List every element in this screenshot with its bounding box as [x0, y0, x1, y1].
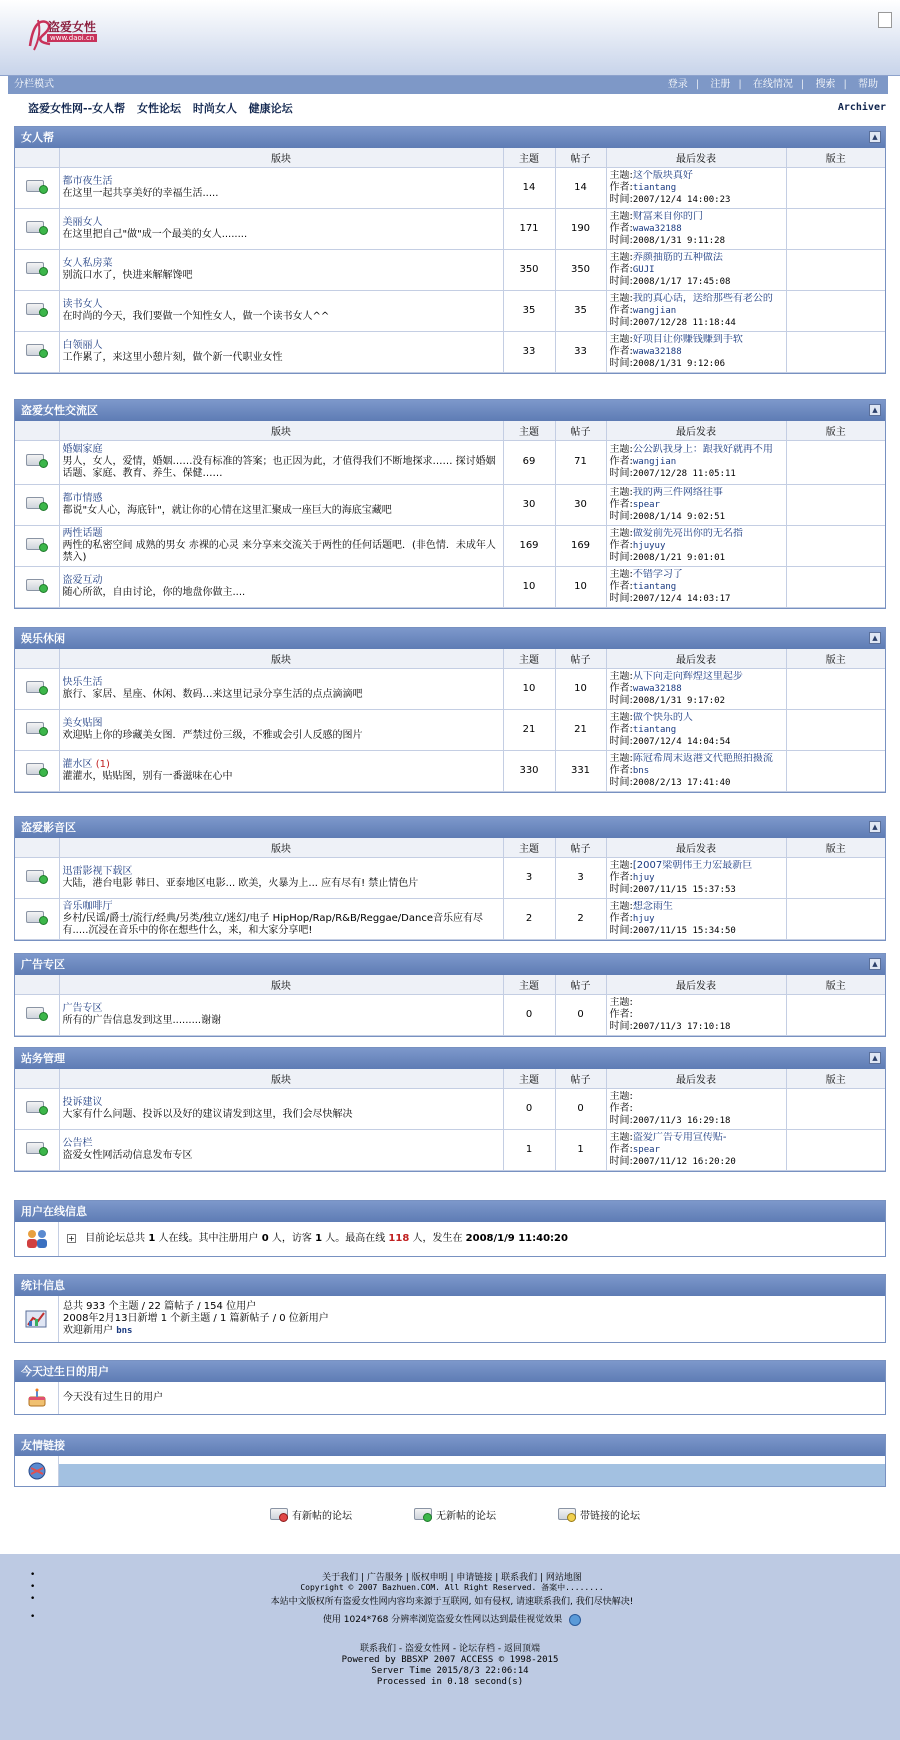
stats-line-today: 2008年2月13日新增 1 个新主题 / 1 篇新帖子 / 0 位新用户 [63, 1313, 329, 1324]
category-header [15, 954, 885, 975]
col-last-post: 最后发表 [606, 975, 786, 994]
forum-row: 公告栏 盗爱女性网活动信息发布专区 1 1 主题:盗爱广告专用宣传贴- 作者:spear 时间:2007/11/12 16:20:20 [15, 1129, 885, 1170]
col-last-post: 最后发表 [606, 838, 786, 857]
no-new-posts-forum-icon [410, 1506, 432, 1522]
post-count: 35 [555, 290, 606, 331]
forum-row: 美丽女人 在这里把自己"做"成一个最美的女人........ 171 190 主题:财富来自你的门 作者:wawa32188 时间:2008/1/31 9:11:28 [15, 208, 885, 249]
last-post-time: 2007/12/4 14:04:54 [632, 736, 731, 747]
nav-link-fashion[interactable]: 时尚女人 [192, 102, 237, 115]
moderator-cell [786, 566, 885, 607]
legend-link-forum: 带链接的论坛 [550, 1506, 640, 1522]
col-topics: 主题 [503, 148, 555, 167]
forum-table [15, 148, 885, 373]
forum-status-icon [26, 178, 48, 194]
category-header [15, 400, 885, 421]
last-post-topic-link[interactable]: 盗爱广告专用宣传贴- [632, 1131, 727, 1143]
online-users-panel [14, 1200, 886, 1257]
topic-count: 33 [503, 331, 555, 372]
post-count: 331 [555, 750, 606, 791]
last-post-author-link[interactable]: wawa32188 [632, 346, 682, 357]
topic-count: 30 [503, 484, 555, 525]
category-title[interactable]: 站务管理 [21, 1052, 65, 1065]
col-moderator: 版主 [786, 1069, 885, 1088]
topic-count: 330 [503, 750, 555, 791]
topic-count: 69 [503, 440, 555, 484]
col-posts: 帖子 [555, 421, 606, 440]
collapse-icon[interactable]: ▲ [869, 632, 881, 644]
forum-status-icon [26, 452, 48, 468]
category-header [15, 1048, 885, 1069]
forum-name-link[interactable]: 盗爱互动 [62, 574, 103, 586]
forum-description: 都说"女人心，海底针"，就让你的心情在这里汇聚成一座巨大的海底宝藏吧 [62, 504, 392, 516]
col-forum: 版块 [59, 421, 503, 440]
post-count: 2 [555, 898, 606, 939]
last-post-topic-link[interactable]: 我的真心话，送给那些有老公的 [632, 292, 773, 304]
new-user-link[interactable]: bns [116, 1326, 133, 1336]
topic-count: 350 [503, 249, 555, 290]
collapse-icon[interactable]: ▲ [869, 131, 881, 143]
topic-count: 3 [503, 857, 555, 898]
stats-line-totals: 总共 933 个主题 / 22 篇帖子 / 154 位用户 [63, 1301, 257, 1312]
forum-name-link[interactable]: 婚姻家庭 [62, 444, 103, 455]
last-post-time: 2007/11/3 17:10:18 [632, 1021, 731, 1032]
topic-count: 0 [503, 1088, 555, 1129]
server-time: Server Time 2015/8/3 22:06:14 [371, 1666, 529, 1676]
register-link[interactable]: 注册 [710, 79, 731, 90]
footer-notice: 本站中文版权所有盗爱女性网内容均来源于互联网, 如有侵权, 请速联系我们, 我们尽快解决! [270, 1597, 634, 1607]
last-post-time: 2008/1/17 17:45:08 [632, 276, 731, 287]
col-moderator: 版主 [786, 148, 885, 167]
forum-name-link[interactable]: 迅雷影视下载区 [62, 865, 133, 877]
category-title[interactable]: 女人帮 [21, 131, 54, 144]
forum-row: 快乐生活 旅行、家居、星座、休闲、数码…来这里记录分享生活的点点滴滴吧 10 10 主题:从下向走向辉煌这里起步 作者:wawa32188 时间:2008/1/31 9:17:02 [15, 668, 885, 709]
forum-row: 婚姻家庭 男人，女人，爱情，婚姻……没有标准的答案；也正因为此，才值得我们不断地探求…… 探讨婚姻话题、家庭、教育、养生、保健…… 69 71 主题:公公趴我身上：跟我好就再不用 作者:wangjian 时间:2007/12/28 11:05:11 [15, 440, 885, 484]
forum-status-icon [26, 761, 48, 777]
category-title[interactable]: 盗爱女性交流区 [21, 404, 98, 417]
forum-status-icon [26, 868, 48, 884]
moderator-cell [786, 1088, 885, 1129]
col-topics: 主题 [503, 649, 555, 668]
topic-count: 171 [503, 208, 555, 249]
last-post-author-link[interactable]: wangjian [632, 305, 677, 316]
forum-description: 所有的广告信息发到这里.........谢谢 [62, 1014, 222, 1026]
moderator-cell [786, 290, 885, 331]
last-post-topic-link[interactable]: 我的两三件网络往事 [632, 486, 723, 498]
new-posts-forum-icon [266, 1506, 288, 1522]
forum-status-icon [26, 260, 48, 276]
forum-row: 女人私房菜 别流口水了，快进来解解馋吧 350 350 主题:养颜抽筋的五种做法 作者:GUJI 时间:2008/1/17 17:45:08 [15, 249, 885, 290]
post-count: 0 [555, 994, 606, 1035]
topic-count: 0 [503, 994, 555, 1035]
forum-row: 盗爱互动 随心所欲，自由讨论，你的地盘你做主.... 10 10 主题:不错学习了 作者:tiantang 时间:2007/12/4 14:03:17 [15, 566, 885, 607]
icon-legend [0, 1506, 900, 1528]
category-title[interactable]: 盗爱影音区 [21, 821, 76, 834]
birthday-cake-icon [15, 1382, 59, 1414]
menu-links: 登录 | 注册 | 在线情况 | 搜索 | 帮助 [667, 79, 878, 90]
col-last-post: 最后发表 [606, 649, 786, 668]
category-header [15, 628, 885, 649]
forum-name-link[interactable]: 灌水区 [62, 758, 93, 770]
forum-table [15, 1069, 885, 1171]
forum-description: 两性的私密空间 成熟的男女 赤裸的心灵 来分享来交流关于两性的任何话题吧．(非色情．未成年人禁入) [62, 539, 496, 563]
topic-count: 10 [503, 668, 555, 709]
forum-row: 读书女人 在时尚的今天，我们要做一个知性女人，做一个读书女人^^ 35 35 主题:我的真心话，送给那些有老公的 作者:wangjian 时间:2007/12/28 11:18:44 [15, 290, 885, 331]
topic-count: 10 [503, 566, 555, 607]
logo-text: 盗爱女性 [48, 20, 97, 34]
post-count: 1 [555, 1129, 606, 1170]
col-topics: 主题 [503, 838, 555, 857]
moderator-cell [786, 525, 885, 566]
online-users-text: + 目前论坛总共 1 人在线。其中注册用户 0 人，访客 1 人。最高在线 118 人，发生在 2008/1/9 11:40:20 [68, 1233, 568, 1244]
powered-by: Powered by BBSXP 2007 ACCESS © 1998-2015 [341, 1655, 559, 1665]
friend-links-title: 友情链接 [15, 1435, 885, 1456]
last-post-topic-link[interactable]: 从下向走向辉煌这里起步 [632, 670, 743, 682]
col-posts: 帖子 [555, 1069, 606, 1088]
forum-name-link[interactable]: 公告栏 [62, 1137, 93, 1149]
moderator-cell [786, 440, 885, 484]
forum-name-link[interactable]: 两性话题 [62, 527, 103, 539]
online-status-link[interactable]: 在线情况 [752, 79, 793, 90]
forum-table [15, 838, 885, 940]
post-count: 14 [555, 167, 606, 208]
last-post-time: 2007/12/28 11:05:11 [632, 469, 736, 479]
last-post-topic-link[interactable]: [2007梁朝伟王力宏最新巨 [632, 859, 753, 871]
col-posts: 帖子 [555, 148, 606, 167]
last-post-author-link[interactable]: wangjian [632, 457, 677, 467]
table-header-row [15, 1069, 885, 1088]
table-header-row [15, 148, 885, 167]
last-post-time: 2007/12/4 14:00:23 [632, 194, 731, 205]
footer-info: • 关于我们 | 广告服务 | 版权申明 | 申请链接 | 联系我们 | 网站地图 • Copyright © 2007 Bazhuen.COM. All Right Reserved. 备案中........ • 本站中文版权所有盗爱女性网内容均来源于互联网, 如有侵权, 请速联系我们, 我们尽快解决! • 使用 1024*768 分辨率浏览盗爱女性网以达到最佳视觉效果 [30, 1570, 634, 1625]
post-count: 169 [555, 525, 606, 566]
last-post-author-link[interactable]: tiantang [632, 182, 677, 193]
forum-name-link[interactable]: 都市夜生活 [62, 175, 113, 187]
last-post-time: 2008/1/31 9:12:06 [632, 358, 725, 369]
last-post-author-link[interactable]: hjuy [632, 872, 655, 883]
forum-name-link[interactable]: 白领丽人 [62, 339, 103, 351]
topic-count: 1 [503, 1129, 555, 1170]
last-post-author-link[interactable]: hjuy [632, 913, 655, 924]
post-count: 350 [555, 249, 606, 290]
expand-icon[interactable]: + [68, 1234, 75, 1243]
breadcrumb [28, 100, 301, 116]
last-post-time: 2007/11/3 16:29:18 [632, 1115, 731, 1126]
last-post-topic-link[interactable]: 这个版块真好 [632, 169, 693, 181]
last-post-time: 2007/11/15 15:37:53 [632, 884, 736, 895]
legend-no-new-posts: 无新帖的论坛 [406, 1506, 496, 1522]
last-post-topic-link[interactable]: 陈冠希周末返港文代艳照拍摄流 [632, 752, 773, 764]
birthday-title: 今天过生日的用户 [15, 1361, 885, 1382]
last-post-author-link[interactable]: GUJI [632, 264, 655, 275]
forum-status-icon [26, 495, 48, 511]
menu-bar [8, 76, 888, 94]
online-users-title: 用户在线信息 [15, 1201, 885, 1222]
footer-nav-links[interactable]: 联系我们 - 盗爱女性网 - 论坛存档 - 返回顶端 [360, 1644, 540, 1654]
forum-row: 迅雷影视下载区 大陆，港台电影 韩日、亚泰地区电影... 欧美，火暴为上... 应有尽有! 禁止情色片 3 3 主题:[2007梁朝伟王力宏最新巨 作者:hjuy 时间:2007/11/15 15:37:53 [15, 857, 885, 898]
last-post-time: 2008/1/14 9:02:51 [632, 511, 725, 522]
logo-url: www.daoi.cn [47, 34, 97, 42]
forum-badge: (1) [95, 758, 110, 770]
forum-row: 广告专区 所有的广告信息发到这里.........谢谢 0 0 主题: 作者: 时间:2007/11/3 17:10:18 [15, 994, 885, 1035]
moderator-cell [786, 668, 885, 709]
forum-description: 乡村/民谣/爵士/流行/经典/另类/独立/迷幻/电子 HipHop/Rap/R&B/Reggae/Dance音乐应有尽有.....沉浸在音乐中的你在想些什么，来，和大家分享吧! [62, 912, 483, 936]
last-post-topic-link[interactable]: 养颜抽筋的五种做法 [632, 251, 723, 263]
view-mode-link[interactable]: 分栏模式 [14, 79, 54, 90]
last-post-topic-link[interactable]: 做爱前先亮出你的无名指 [632, 527, 743, 539]
col-forum: 版块 [59, 148, 503, 167]
forum-row: 两性话题 两性的私密空间 成熟的男女 赤裸的心灵 来分享来交流关于两性的任何话题吧．(非色情．未成年人禁入) 169 169 主题:做爱前先亮出你的无名指 作者:hjuyuy 时间:2008/1/21 9:01:01 [15, 525, 885, 566]
col-moderator: 版主 [786, 421, 885, 440]
last-post-time: 2007/12/28 11:18:44 [632, 317, 736, 328]
forum-name-link[interactable]: 音乐咖啡厅 [62, 900, 113, 912]
table-header-row [15, 838, 885, 857]
friend-links-area [59, 1464, 885, 1486]
max-online-count: 118 [388, 1233, 410, 1244]
col-topics: 主题 [503, 975, 555, 994]
forum-status-icon [26, 1099, 48, 1115]
forum-description: 欢迎贴上你的珍藏美女图．严禁过份三级，不雅或会引人反感的图片 [62, 729, 363, 741]
post-count: 71 [555, 440, 606, 484]
col-moderator: 版主 [786, 649, 885, 668]
friend-links-panel [14, 1434, 886, 1487]
forum-name-link[interactable]: 广告专区 [62, 1002, 103, 1014]
post-count: 190 [555, 208, 606, 249]
footer-bottom [0, 1644, 900, 1688]
forum-category [14, 399, 886, 609]
forum-table [15, 421, 885, 608]
last-post-time: 2008/1/21 9:01:01 [632, 552, 725, 563]
forum-name-link[interactable]: 投诉建议 [62, 1096, 103, 1108]
nav-link-forum[interactable]: 女性论坛 [136, 102, 181, 115]
last-post-time: 2008/1/31 9:17:02 [632, 695, 725, 706]
forum-description: 在这里把自己"做"成一个最美的女人........ [62, 228, 248, 240]
last-post-topic-link[interactable]: 不错学习了 [632, 568, 683, 580]
col-topics: 主题 [503, 421, 555, 440]
forum-description: 别流口水了，快进来解解馋吧 [62, 269, 193, 281]
post-count: 0 [555, 1088, 606, 1129]
processed-time: Processed in 0.18 second(s) [376, 1677, 524, 1687]
post-count: 30 [555, 484, 606, 525]
search-link[interactable]: 搜索 [815, 79, 836, 90]
legend-new-posts: 有新帖的论坛 [262, 1506, 352, 1522]
moderator-cell [786, 709, 885, 750]
topic-count: 2 [503, 898, 555, 939]
col-last-post: 最后发表 [606, 148, 786, 167]
moderator-cell [786, 167, 885, 208]
forum-description: 盗爱女性网活动信息发布专区 [62, 1149, 193, 1161]
forum-status-icon [26, 301, 48, 317]
last-post-topic-link[interactable]: 想念雨生 [632, 900, 673, 912]
last-post-time: 2007/11/15 15:34:50 [632, 925, 736, 936]
last-post-author-link[interactable]: hjuyuy [632, 540, 666, 551]
moderator-cell [786, 484, 885, 525]
col-posts: 帖子 [555, 975, 606, 994]
last-post-author-link[interactable]: tiantang [632, 581, 677, 592]
last-post-author-link[interactable]: wawa32188 [632, 683, 682, 694]
image-placeholder-icon [878, 12, 892, 28]
forum-category [14, 627, 886, 793]
forum-status-icon [26, 909, 48, 925]
collapse-icon[interactable]: ▲ [869, 1052, 881, 1064]
forum-description: 灌灌水，贴贴图，别有一番滋味在心中 [62, 770, 233, 782]
forum-name-link[interactable]: 美女贴图 [62, 717, 103, 729]
post-count: 3 [555, 857, 606, 898]
statistics-panel [14, 1274, 886, 1343]
table-header-row [15, 649, 885, 668]
forum-description: 大陆，港台电影 韩日、亚泰地区电影... 欧美，火暴为上... 应有尽有! 禁止情色片 [62, 877, 419, 889]
link-forum-icon [554, 1506, 576, 1522]
moderator-cell [786, 994, 885, 1035]
forum-status-icon [26, 1005, 48, 1021]
last-post-time: 2007/12/4 14:03:17 [632, 593, 731, 604]
forum-row: 美女贴图 欢迎贴上你的珍藏美女图．严禁过份三级，不雅或会引人反感的图片 21 21 主题:做个快乐的人 作者:tiantang 时间:2007/12/4 14:04:54 [15, 709, 885, 750]
collapse-icon[interactable]: ▲ [869, 821, 881, 833]
login-link[interactable]: 登录 [667, 79, 688, 90]
col-topics: 主题 [503, 1069, 555, 1088]
forum-table [15, 975, 885, 1036]
forum-status-icon [26, 679, 48, 695]
last-post-time: 2007/11/12 16:20:20 [632, 1156, 736, 1167]
last-post-time: 2008/1/31 9:11:28 [632, 235, 725, 246]
moderator-cell [786, 208, 885, 249]
forum-description: 在时尚的今天，我们要做一个知性女人，做一个读书女人^^ [62, 310, 330, 322]
footer-links[interactable]: 关于我们 | 广告服务 | 版权申明 | 申请链接 | 联系我们 | 网站地图 [322, 1573, 582, 1583]
table-header-row [15, 421, 885, 440]
last-post-topic-link[interactable]: 做个快乐的人 [632, 711, 693, 723]
col-moderator: 版主 [786, 838, 885, 857]
last-post-time: 2008/2/13 17:41:40 [632, 777, 731, 788]
stats-line-new-user: 欢迎新用户 bns [63, 1325, 133, 1336]
post-count: 10 [555, 668, 606, 709]
col-forum: 版块 [59, 975, 503, 994]
col-moderator: 版主 [786, 975, 885, 994]
nav-link-home[interactable]: 盗爱女性网--女人帮 [28, 102, 126, 115]
statistics-title: 统计信息 [15, 1275, 885, 1296]
forum-status-icon [26, 536, 48, 552]
forum-name-link[interactable]: 美丽女人 [62, 216, 103, 228]
last-post-author-link[interactable]: spear [632, 1144, 660, 1155]
last-post-author-link[interactable]: tiantang [632, 724, 677, 735]
site-header [0, 0, 900, 76]
forum-description: 旅行、家居、星座、休闲、数码…来这里记录分享生活的点点滴滴吧 [62, 688, 363, 700]
moderator-cell [786, 1129, 885, 1170]
category-title[interactable]: 娱乐休闲 [21, 632, 65, 645]
forum-description: 工作累了，来这里小憩片刻，做个新一代职业女性 [62, 351, 283, 363]
users-group-icon [15, 1222, 59, 1256]
forum-status-icon [26, 219, 48, 235]
forum-description: 随心所欲，自由讨论，你的地盘你做主.... [62, 586, 246, 598]
collapse-icon[interactable]: ▲ [869, 404, 881, 416]
moderator-cell [786, 331, 885, 372]
forum-table [15, 649, 885, 792]
footer-resolution: 使用 1024*768 分辨率浏览盗爱女性网以达到最佳视觉效果 [322, 1615, 563, 1625]
stats-chart-icon [15, 1296, 59, 1342]
last-post-topic-link[interactable]: 公公趴我身上：跟我好就再不用 [632, 444, 773, 455]
forum-row: 音乐咖啡厅 乡村/民谣/爵士/流行/经典/另类/独立/迷幻/电子 HipHop/Rap/R&B/Reggae/Dance音乐应有尽有.....沉浸在音乐中的你在想些什么，来，和大家分享吧! 2 2 主题:想念雨生 作者:hjuy 时间:2007/11/15 15:34:50 [15, 898, 885, 939]
last-post-author-link[interactable]: wawa32188 [632, 223, 682, 234]
topic-count: 14 [503, 167, 555, 208]
col-forum: 版块 [59, 649, 503, 668]
help-link[interactable]: 帮助 [858, 79, 878, 90]
forum-row: 投诉建议 大家有什么问题、投诉以及好的建议请发到这里，我们会尽快解决 0 0 主题: 作者: 时间:2007/11/3 16:29:18 [15, 1088, 885, 1129]
category-title[interactable]: 广告专区 [21, 958, 65, 971]
moderator-cell [786, 857, 885, 898]
last-post-author-link[interactable]: spear [632, 499, 660, 510]
nav-link-health[interactable]: 健康论坛 [248, 102, 293, 115]
forum-name-link[interactable]: 快乐生活 [62, 676, 103, 688]
forum-description: 大家有什么问题、投诉以及好的建议请发到这里，我们会尽快解决 [62, 1108, 353, 1120]
birthday-panel [14, 1360, 886, 1415]
post-count: 10 [555, 566, 606, 607]
forum-status-icon [26, 342, 48, 358]
forum-description: 在这里一起共享美好的幸福生活..... [62, 187, 219, 199]
forum-status-icon [26, 1140, 48, 1156]
archiver-link[interactable]: Archiver [837, 102, 886, 113]
forum-category [14, 126, 886, 374]
col-last-post: 最后发表 [606, 1069, 786, 1088]
col-forum: 版块 [59, 1069, 503, 1088]
forum-name-link[interactable]: 都市情感 [62, 492, 103, 504]
friend-link-icon [15, 1456, 59, 1486]
last-post-topic-link[interactable]: 财富来自你的门 [632, 210, 703, 222]
forum-category [14, 1047, 886, 1172]
category-header [15, 817, 885, 838]
forum-category [14, 953, 886, 1037]
forum-status-icon [26, 720, 48, 736]
moderator-cell [786, 750, 885, 791]
ie-logo-icon [569, 1614, 581, 1626]
forum-status-icon [26, 577, 48, 593]
forum-name-link[interactable]: 读书女人 [62, 298, 103, 310]
col-forum: 版块 [59, 838, 503, 857]
collapse-icon[interactable]: ▲ [869, 958, 881, 970]
moderator-cell [786, 249, 885, 290]
forum-category [14, 816, 886, 941]
col-last-post: 最后发表 [606, 421, 786, 440]
forum-row: 都市情感 都说"女人心，海底针"，就让你的心情在这里汇聚成一座巨大的海底宝藏吧 30 30 主题:我的两三件网络往事 作者:spear 时间:2008/1/14 9:02:51 [15, 484, 885, 525]
footer-copyright: Copyright © 2007 Bazhuen.COM. All Right Reserved. 备案中........ [300, 1583, 604, 1592]
category-header [15, 127, 885, 148]
col-posts: 帖子 [555, 649, 606, 668]
forum-row: 白领丽人 工作累了，来这里小憩片刻，做个新一代职业女性 33 33 主题:好项目让你赚钱赚到手软 作者:wawa32188 时间:2008/1/31 9:12:06 [15, 331, 885, 372]
post-count: 33 [555, 331, 606, 372]
topic-count: 21 [503, 709, 555, 750]
table-header-row [15, 975, 885, 994]
forum-description: 男人，女人，爱情，婚姻……没有标准的答案；也正因为此，才值得我们不断地探求…… 探讨婚姻话题、家庭、教育、养生、保健…… [62, 456, 496, 479]
birthday-text: 今天没有过生日的用户 [63, 1392, 163, 1403]
moderator-cell [786, 898, 885, 939]
col-posts: 帖子 [555, 838, 606, 857]
topic-count: 169 [503, 525, 555, 566]
forum-row: 都市夜生活 在这里一起共享美好的幸福生活..... 14 14 主题:这个版块真好 作者:tiantang 时间:2007/12/4 14:00:23 [15, 167, 885, 208]
post-count: 21 [555, 709, 606, 750]
topic-count: 35 [503, 290, 555, 331]
forum-name-link[interactable]: 女人私房菜 [62, 257, 113, 269]
site-footer [0, 1554, 900, 1740]
last-post-author-link[interactable]: bns [632, 765, 650, 776]
last-post-topic-link[interactable]: 好项目让你赚钱赚到手软 [632, 333, 743, 345]
forum-row: 灌水区 (1) 灌灌水，贴贴图，别有一番滋味在心中 330 331 主题:陈冠希周末返港文代艳照拍摄流 作者:bns 时间:2008/2/13 17:41:40 [15, 750, 885, 791]
